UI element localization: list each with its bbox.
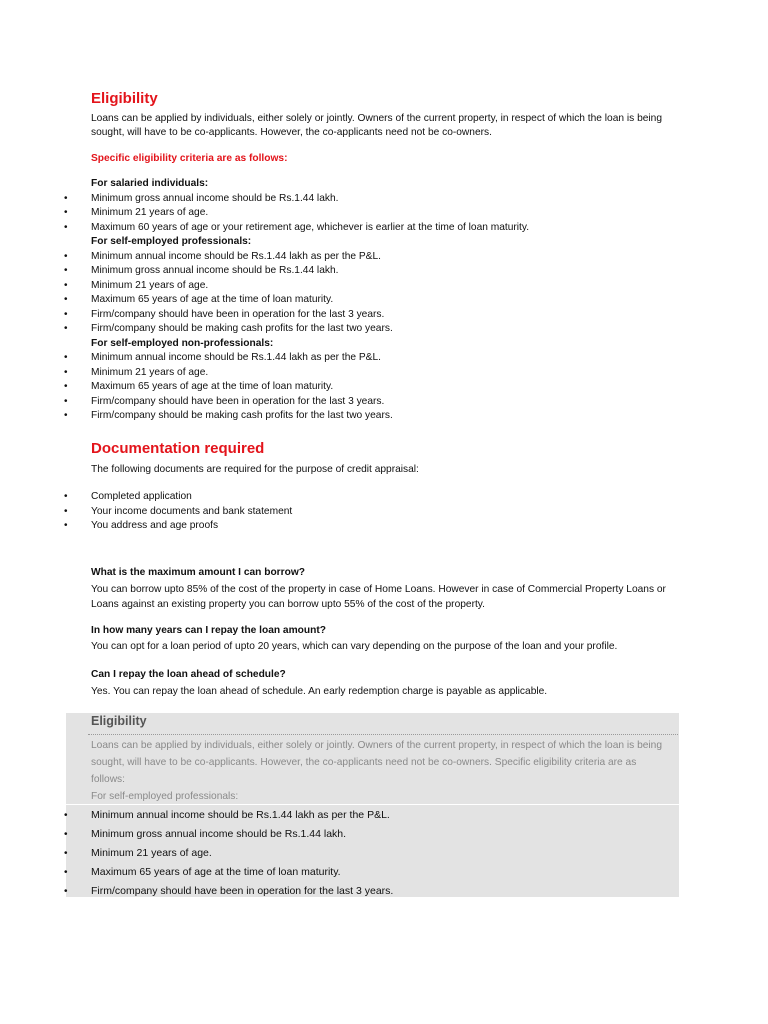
eligibility-criteria-list [0, 177, 700, 424]
list-item [0, 490, 700, 505]
list-item-text: Firm/company should have been in operation for the last 3 years. [91, 395, 385, 407]
eligibility-box-intro-text: Loans can be applied by individuals, either solely or jointly. Owners of the current property, in respect of which the loan is being sought, will have to be co-applicants. However, the co-applicants need not be co-owners. Specific eligibility criteria are as follows: [91, 740, 663, 785]
list-item [0, 519, 700, 534]
list-item-text: Maximum 65 years of age at the time of loan maturity. [91, 381, 334, 392]
documentation-list [0, 490, 700, 534]
list-item [0, 825, 700, 844]
list-item-text: Minimum 21 years of age. [91, 207, 209, 218]
list-item [0, 409, 700, 424]
documentation-intro: The following documents are required for the purpose of credit appraisal: [91, 464, 419, 475]
bullet: • [64, 505, 68, 517]
divider [66, 804, 679, 805]
list-item-text: Maximum 65 years of age at the time of loan maturity. [91, 866, 341, 878]
documentation-title: Documentation required [91, 440, 265, 457]
list-item [0, 279, 700, 294]
bullet: • [64, 410, 68, 421]
salaried-heading: For salaried individuals: [91, 178, 209, 189]
bullet: • [64, 207, 68, 218]
list-item [0, 250, 700, 265]
bullet: • [64, 352, 68, 363]
list-item [0, 206, 700, 221]
list-item-text: Minimum annual income should be Rs.1.44 lakh as per the P&L. [91, 352, 381, 363]
bullet: • [64, 366, 68, 378]
list-item [0, 192, 700, 207]
list-item-text: Minimum 21 years of age. [91, 366, 209, 378]
faq-answer: Yes. You can repay the loan ahead of schedule. An early redemption charge is payable as applicable. [91, 686, 548, 697]
faq-question: Can I repay the loan ahead of schedule? [91, 669, 286, 680]
bullet: • [64, 395, 68, 407]
non-professionals-heading: For self-employed non-professionals: [91, 337, 274, 349]
faq-question: What is the maximum amount I can borrow? [91, 567, 305, 578]
bullet: • [64, 308, 68, 320]
list-item [0, 844, 700, 863]
bullet: • [64, 221, 68, 233]
list-item [0, 308, 700, 323]
faq-answer: You can borrow upto 85% of the cost of the property in case of Home Loans. However in case of Commercial Property Loans or Loans against an existing property you can borrow upto 55% of the cost of the property. [91, 584, 666, 610]
eligibility-intro: Loans can be applied by individuals, either solely or jointly. Owners of the current property, in respect of which the loan is being sought, will have to be co-applicants. However, the co-applicants need not be co-owners. [91, 113, 663, 138]
list-item [0, 293, 700, 308]
bullet: • [64, 294, 68, 305]
list-item-text: Minimum gross annual income should be Rs.1.44 lakh. [91, 192, 339, 204]
list-item [0, 366, 700, 381]
criteria-heading: Specific eligibility criteria are as follows: [91, 153, 288, 164]
non-professionals-heading-row [0, 337, 700, 352]
bullet: • [64, 491, 68, 502]
list-item-text: Minimum 21 years of age. [91, 847, 212, 859]
list-item-text: Minimum gross annual income should be Rs.1.44 lakh. [91, 265, 339, 276]
list-item [0, 322, 700, 337]
bullet: • [64, 848, 68, 859]
list-item [0, 221, 700, 236]
list-item-text: Firm/company should have been in operation for the last 3 years. [91, 308, 385, 320]
eligibility-box-title: Eligibility [91, 714, 147, 728]
eligibility-title: Eligibility [91, 90, 158, 107]
bullet: • [64, 520, 68, 531]
bullet: • [64, 867, 68, 878]
list-item [0, 395, 700, 410]
faq-answer: You can opt for a loan period of upto 20 years, which can vary depending on the purpose of the loan and your profile. [91, 641, 618, 652]
eligibility-box-intro [91, 737, 671, 805]
list-item-text: Maximum 60 years of age or your retirement age, whichever is earlier at the time of loan maturity. [91, 221, 530, 233]
list-item-text: Maximum 65 years of age at the time of loan maturity. [91, 294, 334, 305]
list-item [0, 863, 700, 882]
bullet: • [64, 192, 68, 204]
bullet: • [64, 265, 68, 276]
bullet: • [64, 250, 68, 262]
professionals-heading-row [0, 235, 700, 250]
list-item [0, 882, 700, 901]
salaried-heading-row [0, 177, 700, 192]
list-item [0, 380, 700, 395]
list-item [0, 351, 700, 366]
bullet: • [64, 323, 68, 334]
eligibility-box-sub-heading: For self-employed professionals: [91, 791, 239, 802]
bullet: • [64, 886, 68, 897]
list-item [0, 264, 700, 279]
bullet: • [64, 381, 68, 392]
list-item-text: Minimum annual income should be Rs.1.44 lakh as per the P&L. [91, 250, 381, 262]
list-item [0, 806, 700, 825]
list-item-text: Your income documents and bank statement [91, 505, 293, 517]
list-item-text: Minimum 21 years of age. [91, 279, 209, 291]
list-item-text: Firm/company should be making cash profits for the last two years. [91, 410, 393, 421]
faq-question: In how many years can I repay the loan amount? [91, 625, 326, 636]
bullet: • [64, 279, 68, 291]
bullet: • [64, 810, 68, 821]
list-item-text: Minimum annual income should be Rs.1.44 lakh as per the P&L. [91, 809, 390, 821]
eligibility-box-list [0, 806, 700, 901]
list-item [0, 505, 700, 520]
list-item-text: You address and age proofs [91, 520, 219, 531]
bullet: • [64, 829, 68, 840]
divider [88, 734, 678, 735]
list-item-text: Firm/company should have been in operation for the last 3 years. [91, 885, 394, 897]
professionals-heading: For self-employed professionals: [91, 236, 252, 247]
list-item-text: Completed application [91, 491, 192, 502]
list-item-text: Minimum gross annual income should be Rs.1.44 lakh. [91, 828, 347, 840]
list-item-text: Firm/company should be making cash profits for the last two years. [91, 323, 393, 334]
